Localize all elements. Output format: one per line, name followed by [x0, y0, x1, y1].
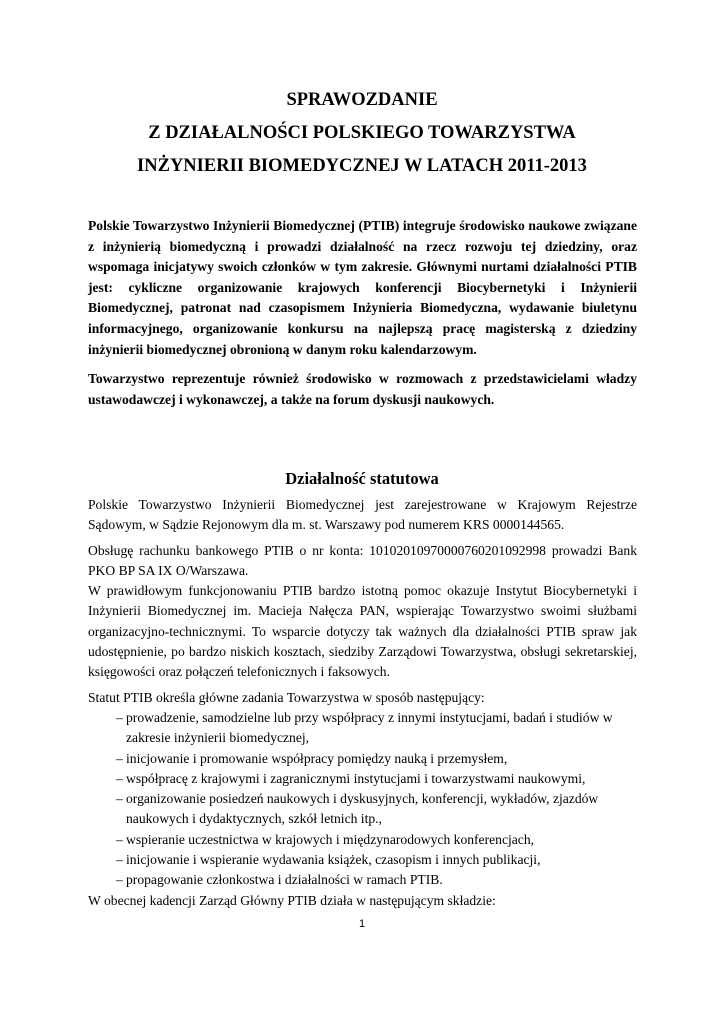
bank-account-paragraph: Obsługę rachunku bankowego PTIB o nr konta: 10102010970000760201092998 prowadzi Bank PKO BP SA IX O/Warszawa. — [88, 542, 637, 578]
list-item — [116, 870, 637, 890]
list-item — [116, 708, 637, 749]
list-item-text: wspieranie uczestnictwa w krajowych i międzynarodowych konferencjach, — [126, 831, 535, 847]
list-item — [116, 830, 637, 850]
list-item — [116, 769, 637, 789]
registration-paragraph: Polskie Towarzystwo Inżynierii Biomedycznej jest zarejestrowane w Krajowym Rejestrze Sądowym, w Sądzie Rejonowym dla m. st. Warszawy pod numerem KRS 0000144565. — [88, 497, 637, 533]
intro-section — [88, 216, 637, 419]
statute-duties-list — [88, 708, 637, 891]
board-composition-paragraph: W obecnej kadencji Zarząd Główny PTIB działa w następującym składzie: — [88, 892, 496, 908]
list-item-text: propagowanie członkostwa i działalności w ramach PTIB. — [126, 872, 443, 888]
list-item-text: organizowanie posiedzeń naukowych i dyskusyjnych, konferencji, wykładów, zjazdów naukowych i dydaktycznych, szkół letnich itp., — [126, 791, 599, 827]
list-item-text: inicjowanie i promowanie współpracy pomiędzy nauką i przemysłem, — [126, 750, 508, 766]
statute-intro-paragraph: Statut PTIB określa główne zadania Towarzystwa w sposób następujący: — [88, 689, 485, 705]
list-dash: – — [116, 852, 123, 868]
page-number: 1 — [358, 918, 366, 930]
section-body — [88, 495, 637, 911]
list-item-text: prowadzenie, samodzielne lub przy współpracy z innymi instytucjami, badań i studiów w zakresie inżynierii biomedycznej, — [126, 709, 613, 746]
institute-support-paragraph: W prawidłowym funkcjonowaniu PTIB bardzo istotną pomoc okazuje Instytut Biocybernetyki i Inżynierii Biomedycznej im. Macieja Nałęcza PAN, wspierając Towarzystwo swoimi służbami organizacyjno-technicznymi. To wsparcie dotyczy tak ważnych dla działalności PTIB spraw jak udostępnienie, po bardzo niskich kosztach, siedziby Zarządowi Towarzystwa, obsługi sekretarskiej, księgowości oraz połączeń telefonicznych i faksowych. — [88, 583, 637, 680]
intro-paragraph-2: Towarzystwo reprezentuje również środowisko w rozmowach z przedstawicielami władzy ustawodawczej i wykonawczej, a także na forum dyskusji naukowych. — [88, 371, 637, 407]
intro-paragraph-1: Polskie Towarzystwo Inżynierii Biomedycznej (PTIB) integruje środowisko naukowe związane z inżynierią biomedyczną i prowadzi działalność na rzecz rozwoju tej dziedziny, oraz wspomaga inicjatywy swoich członków w tym zakresie. Głównymi nurtami działalności PTIB jest: cykliczne organizowanie krajowych konferencji Biocybernetyki i Inżynierii Biomedycznej, patronat nad czasopismem Inżynieria Biomedyczna, wydawanie biuletynu informacyjnego, organizowanie konkursu na najlepszą pracę magisterską z dziedziny inżynierii biomedycznej obronioną w danym roku kalendarzowym. — [88, 218, 637, 357]
list-item-text: współpracę z krajowymi i zagranicznymi instytucjami i towarzystwami naukowymi, — [126, 770, 586, 786]
list-dash: – — [116, 770, 123, 786]
list-item-text: inicjowanie i wspieranie wydawania książek, czasopism i innych publikacji, — [126, 852, 541, 868]
section-heading: Działalność statutowa — [285, 469, 439, 488]
title-line-3: INŻYNIERII BIOMEDYCZNEJ W LATACH 2011-2013 — [137, 156, 587, 176]
list-dash: – — [116, 831, 123, 847]
list-item — [116, 749, 637, 769]
list-dash: – — [116, 750, 123, 766]
list-dash: – — [116, 791, 123, 807]
list-item — [116, 850, 637, 870]
title-line-1: SPRAWOZDANIE — [286, 90, 438, 110]
list-dash: – — [116, 872, 123, 888]
document-title — [0, 84, 724, 183]
list-dash: – — [116, 709, 123, 725]
title-line-2: Z DZIAŁALNOŚCI POLSKIEGO TOWARZYSTWA — [148, 123, 576, 143]
list-item — [116, 789, 637, 830]
